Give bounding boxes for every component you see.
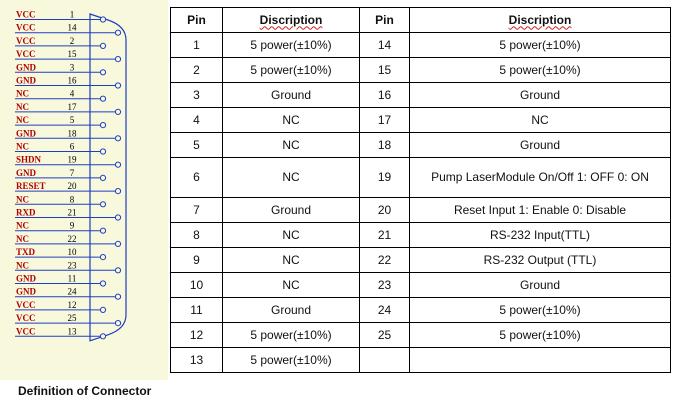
pin-signal-label: GND	[16, 167, 36, 178]
pin-description-left: Ground	[223, 83, 360, 108]
pin-contact	[100, 123, 105, 128]
pin-number-label: 7	[69, 167, 75, 178]
pin-description-right: RS-232 Output (TTL)	[410, 248, 671, 273]
pin-description-left: NC	[223, 248, 360, 273]
connector-caption: Definition of Connector	[18, 384, 152, 398]
pin-contact	[115, 294, 120, 299]
table-row	[171, 273, 671, 298]
pin-contact	[115, 162, 120, 167]
pin-signal-label: RESET	[16, 181, 46, 192]
pin-number-label: 16	[67, 75, 77, 86]
pin-signal-label: NC	[16, 233, 29, 244]
pin-contact	[100, 281, 105, 286]
pin-signal-label: VCC	[16, 22, 36, 33]
header-description-right-text: Discription	[508, 12, 572, 27]
pin-description-right: 5 power(±10%)	[410, 58, 671, 83]
pin-description-right: NC	[410, 108, 671, 133]
pin-signal-label: NC	[16, 141, 29, 152]
pin-contact	[100, 70, 105, 75]
pin-number-left: 12	[171, 323, 223, 348]
table-row	[171, 33, 671, 58]
pin-signal-label: NC	[16, 220, 29, 231]
pin-number-right: 23	[360, 273, 410, 298]
pin-number-left: 4	[171, 108, 223, 133]
pin-signal-label: NC	[16, 88, 29, 99]
pin-contact	[100, 43, 105, 48]
pin-description-left: NC	[223, 223, 360, 248]
pin-contact	[100, 175, 105, 180]
pin-signal-label: NC	[16, 115, 29, 126]
connector-diagram	[0, 0, 168, 380]
pin-contact	[115, 136, 120, 141]
pin-number-right: 14	[360, 33, 410, 58]
pin-number-right: 22	[360, 248, 410, 273]
pin-contact	[115, 83, 120, 88]
pin-number-left: 10	[171, 273, 223, 298]
pin-signal-label: NC	[16, 101, 29, 112]
pin-signal-label: GND	[16, 273, 36, 284]
pin-contact	[100, 334, 105, 339]
pin-contact	[115, 189, 120, 194]
pin-description-right: RS-232 Input(TTL)	[410, 223, 671, 248]
table-row	[171, 158, 671, 198]
pin-number-label: 19	[67, 154, 77, 165]
pin-contact	[100, 17, 105, 22]
pin-number-right: 24	[360, 298, 410, 323]
pin-signal-label: GND	[16, 62, 36, 73]
pin-description-right: 5 power(±10%)	[410, 33, 671, 58]
pin-contact	[115, 321, 120, 326]
pin-number-left: 1	[171, 33, 223, 58]
table-row	[171, 83, 671, 108]
pin-contact	[115, 241, 120, 246]
pin-signal-label: NC	[16, 194, 29, 205]
table-row	[171, 248, 671, 273]
pin-description-left: 5 power(±10%)	[223, 348, 360, 373]
pin-description-left: NC	[223, 133, 360, 158]
pin-number-label: 9	[69, 220, 75, 231]
pin-number-right: 16	[360, 83, 410, 108]
header-description-right	[410, 8, 671, 33]
pin-signal-label: SHDN	[16, 154, 42, 165]
table-row	[171, 298, 671, 323]
pin-number-left: 3	[171, 83, 223, 108]
pin-number-right: 17	[360, 108, 410, 133]
pin-description-right: 5 power(±10%)	[410, 323, 671, 348]
pin-number-label: 3	[69, 62, 75, 73]
pin-description-right	[410, 348, 671, 373]
pin-signal-label: RXD	[16, 207, 36, 218]
pin-number-right: 18	[360, 133, 410, 158]
table-header-row	[171, 8, 671, 33]
pin-number-label: 11	[67, 273, 77, 284]
pin-signal-label: GND	[16, 75, 36, 86]
pin-number-right: 20	[360, 198, 410, 223]
pin-number-left: 8	[171, 223, 223, 248]
pin-number-left: 13	[171, 348, 223, 373]
pin-number-right: 19	[360, 158, 410, 198]
header-pin-left: Pin	[171, 8, 223, 33]
pin-number-label: 21	[67, 207, 77, 218]
table-row	[171, 198, 671, 223]
pin-number-label: 2	[69, 35, 75, 46]
pin-signal-label: VCC	[16, 9, 36, 20]
pin-number-label: 24	[67, 286, 77, 297]
pin-contact	[100, 228, 105, 233]
pin-number-label: 20	[67, 181, 77, 192]
pin-contact	[115, 268, 120, 273]
pin-number-left: 2	[171, 58, 223, 83]
pin-description-right: Pump LaserModule On/Off 1: OFF 0: ON	[410, 158, 671, 198]
pin-number-label: 15	[67, 49, 77, 60]
pin-description-left: NC	[223, 108, 360, 133]
pin-number-label: 18	[67, 128, 77, 139]
pin-number-label: 12	[67, 299, 77, 310]
pin-signal-label: VCC	[16, 326, 36, 337]
pin-number-left: 5	[171, 133, 223, 158]
header-pin-right: Pin	[360, 8, 410, 33]
pin-number-right	[360, 348, 410, 373]
pin-description-left: 5 power(±10%)	[223, 33, 360, 58]
pin-description-left: 5 power(±10%)	[223, 323, 360, 348]
pin-signal-label: NC	[16, 260, 29, 271]
pin-description-left: NC	[223, 158, 360, 198]
pin-number-left: 9	[171, 248, 223, 273]
pin-signal-label: VCC	[16, 313, 36, 324]
pin-description-left: 5 power(±10%)	[223, 58, 360, 83]
pin-number-label: 10	[67, 247, 77, 258]
pin-signal-label: GND	[16, 286, 36, 297]
pin-number-label: 1	[69, 9, 75, 20]
pin-number-label: 13	[67, 326, 77, 337]
pin-description-left: Ground	[223, 198, 360, 223]
table-row	[171, 133, 671, 158]
pin-number-right: 21	[360, 223, 410, 248]
pin-description-right: Ground	[410, 133, 671, 158]
pin-number-label: 14	[67, 22, 77, 33]
pin-number-label: 5	[69, 115, 75, 126]
pin-signal-label: TXD	[16, 247, 36, 258]
pin-number-label: 4	[69, 88, 75, 99]
table-row	[171, 58, 671, 83]
table-row	[171, 348, 671, 373]
pin-definition-table	[170, 7, 671, 373]
pin-number-label: 22	[67, 233, 77, 244]
pin-number-label: 8	[69, 194, 75, 205]
connector-pinout-drawing	[0, 0, 168, 380]
pin-contact	[100, 255, 105, 260]
pin-contact	[115, 57, 120, 62]
table-row	[171, 223, 671, 248]
header-description-left-text: Discription	[259, 12, 323, 27]
pin-number-label: 25	[67, 313, 77, 324]
pin-signal-label: VCC	[16, 299, 36, 310]
pin-number-right: 25	[360, 323, 410, 348]
pin-description-right: Reset Input 1: Enable 0: Disable	[410, 198, 671, 223]
pin-number-left: 6	[171, 158, 223, 198]
pin-number-right: 15	[360, 58, 410, 83]
table-row	[171, 108, 671, 133]
pin-number-left: 11	[171, 298, 223, 323]
pin-signal-label: VCC	[16, 35, 36, 46]
pin-contact	[100, 149, 105, 154]
pin-signal-label: VCC	[16, 49, 36, 60]
pin-description-right: Ground	[410, 273, 671, 298]
pin-description-right: Ground	[410, 83, 671, 108]
pin-number-label: 6	[69, 141, 75, 152]
pin-description-left: Ground	[223, 298, 360, 323]
pin-contact	[100, 307, 105, 312]
pin-contact	[115, 30, 120, 35]
pin-number-left: 7	[171, 198, 223, 223]
pin-contact	[100, 96, 105, 101]
pin-number-label: 17	[67, 101, 77, 112]
pin-description-left: NC	[223, 273, 360, 298]
pin-description-right: 5 power(±10%)	[410, 298, 671, 323]
pin-contact	[115, 109, 120, 114]
pin-contact	[100, 202, 105, 207]
header-description-left	[223, 8, 360, 33]
pin-signal-label: GND	[16, 128, 36, 139]
pin-number-label: 23	[67, 260, 77, 271]
pin-contact	[115, 215, 120, 220]
table-row	[171, 323, 671, 348]
